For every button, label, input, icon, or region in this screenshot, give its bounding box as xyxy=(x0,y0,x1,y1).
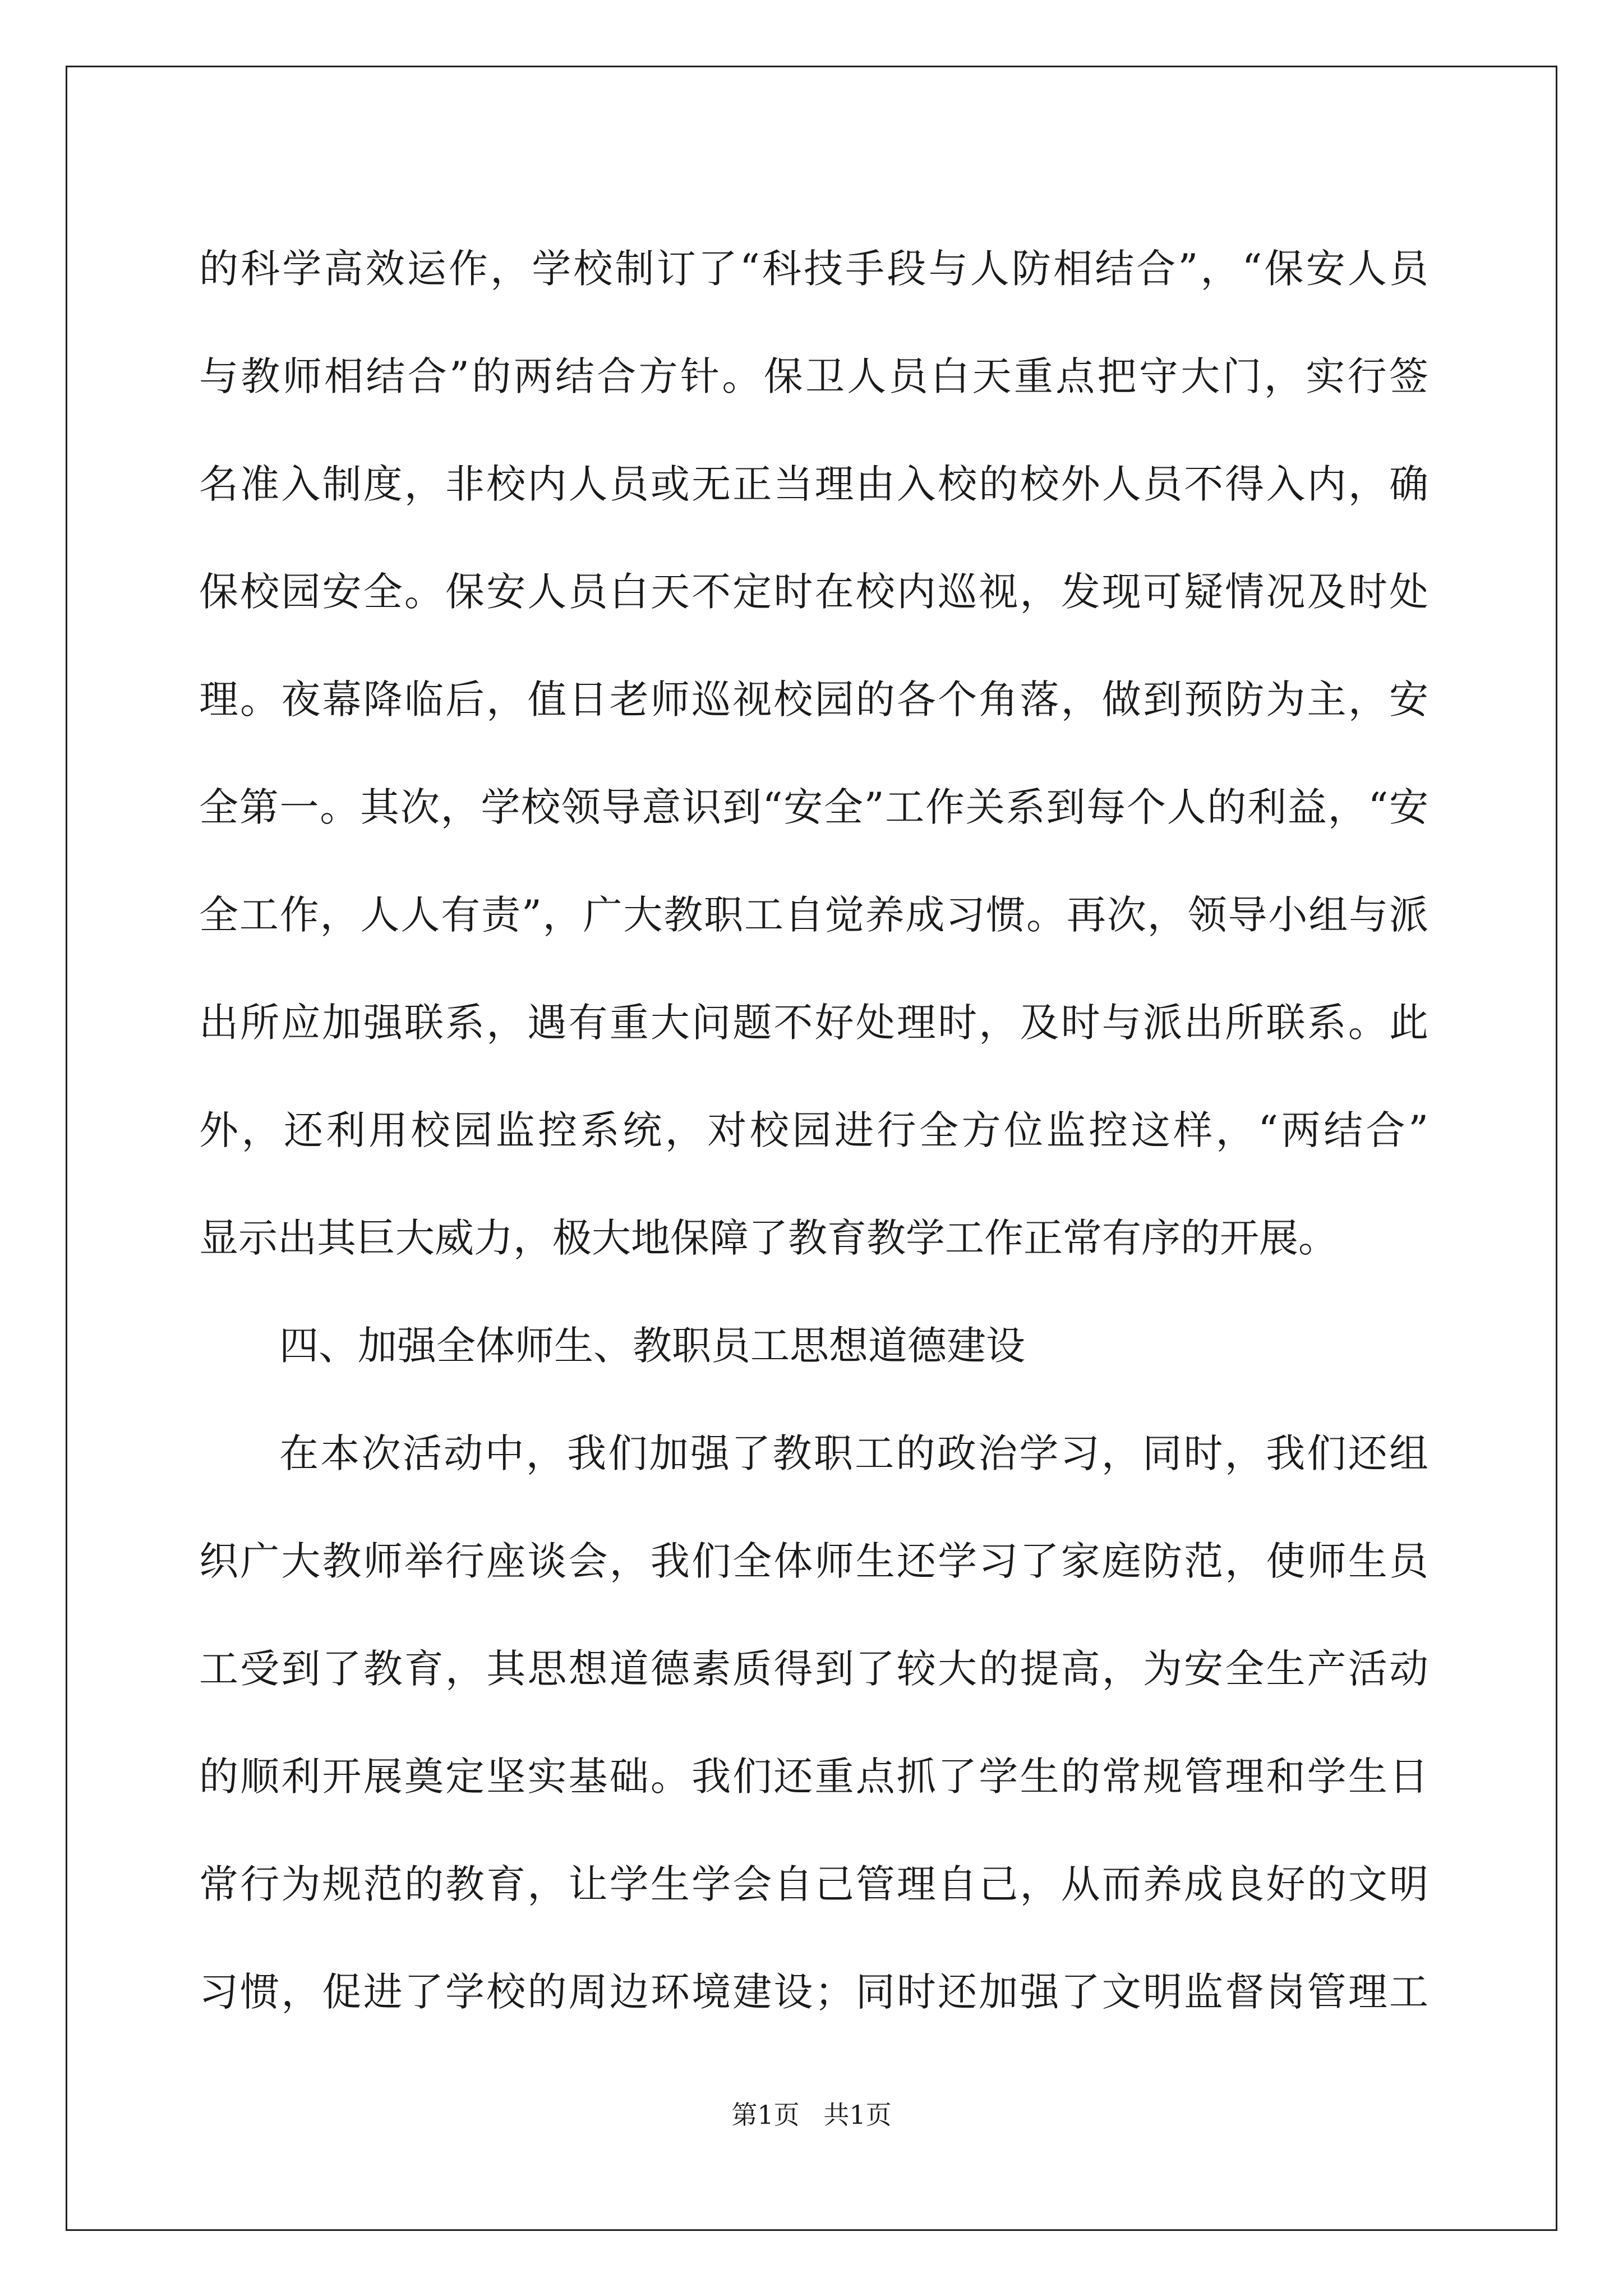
text-line: 名准入制度，非校内人员或无正当理由入校的校外人员不得入内，确 xyxy=(199,461,1428,507)
text-line: 习惯，促进了学校的周边环境建设；同时还加强了文明监督岗管理工 xyxy=(199,1969,1428,2015)
document-body xyxy=(199,215,1428,2046)
text-line: 在本次活动中，我们加强了教职工的政治学习，同时，我们还组 xyxy=(279,1430,1428,1476)
text-line: 织广大教师举行座谈会，我们全体师生还学习了家庭防范，使师生员 xyxy=(199,1538,1428,1584)
text-line: 全第一。其次，学校领导意识到“安全”工作关系到每个人的利益，“安 xyxy=(199,784,1428,830)
section-heading: 四、加强全体师生、教职员工思想道德建设 xyxy=(279,1323,1025,1369)
text-line: 保校园安全。保安人员白天不定时在校内巡视，发现可疑情况及时处 xyxy=(199,569,1428,615)
text-line: 显示出其巨大威力，极大地保障了教育教学工作正常有序的开展。 xyxy=(199,1215,1338,1261)
text-line: 外，还利用校园监控系统，对校园进行全方位监控这样，“两结合” xyxy=(199,1107,1428,1153)
text-line: 常行为规范的教育，让学生学会自己管理自己，从而养成良好的文明 xyxy=(199,1861,1428,1907)
text-line: 全工作，人人有责”，广大教职工自觉养成习惯。再次，领导小组与派 xyxy=(199,892,1428,938)
text-line: 理。夜幕降临后，值日老师巡视校园的各个角落，做到预防为主，安 xyxy=(199,677,1428,723)
text-line: 出所应加强联系，遇有重大问题不好处理时，及时与派出所联系。此 xyxy=(199,1000,1428,1046)
text-line: 工受到了教育，其思想道德素质得到了较大的提高，为安全生产活动 xyxy=(199,1646,1428,1692)
text-line: 与教师相结合”的两结合方针。保卫人员白天重点把守大门，实行签 xyxy=(199,353,1428,399)
page-number-current: 第1页 xyxy=(731,2100,800,2130)
text-line: 的顺利开展奠定坚实基础。我们还重点抓了学生的常规管理和学生日 xyxy=(199,1754,1428,1800)
text-line: 的科学高效运作，学校制订了“科技手段与人防相结合”，“保安人员 xyxy=(199,246,1428,292)
page-footer xyxy=(0,2098,1623,2132)
page-number-total: 共1页 xyxy=(823,2100,892,2130)
